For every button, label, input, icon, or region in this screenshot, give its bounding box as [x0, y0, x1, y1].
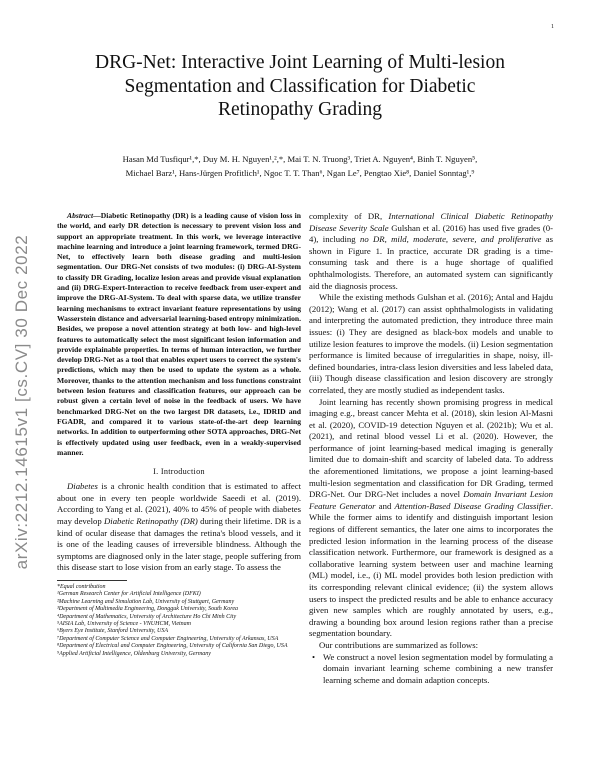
- intro-text: during their lifetime. DR is a kind of ocular disease that damages the retina's blood vessels, and it is one of the leading causes of irreversible blindness. Although the symptoms are diagnosed only in the later stage, people suffering from this disease start to lose vision from an early stage. To assess the: [57, 515, 301, 573]
- footnote: ⁸Department of Electrical and Computer Engineering, University of California San Diego, USA: [57, 643, 288, 650]
- abstract-text: —Diabetic Retinopathy (DR) is a leading cause of vision loss in the world, and early DR detection is necessary to prevent vision loss and support an appropriate treatment. In this work, we leverage interactive machine learning and introduce a joint learning framework, termed DRG-Net, to effectively learn both disease grading and multi-lesion segmentation. Our DRG-Net consists of two modules: (i) DRG-AI-System to classify DR Grading, localize lesion areas and provide visual explanation and (ii) DRG-Expert-Interaction to receive feedback from user-expert and improve the DRG-AI-System. To deal with sparse data, we utilize transfer learning mechanisms to extract invariant feature representations by using Wasserstein distance and adversarial learning-based entropy minimization. Besides, we propose a novel attention strategy at both low- and high-level features to automatically select the most significant lesion information and provide explainable properties. In terms of human interaction, we further develop DRG-Net as a tool that enables expert users to correct the system's predictions, which may then be used to update the system as a whole. Moreover, thanks to the attention mechanism and loss functions constraint between lesion features and classification features, our approach can be robust given a certain level of noise in the feedback of users. We have benchmarked DRG-Net on the two largest DR datasets, i.e., IDRID and FGADR, and compared it to various state-of-the-art deep learning networks. In addition to outperforming other SOTA approaches, DRG-Net is effectively updated using user feedback, even in a weakly-supervised manner.: [57, 211, 301, 457]
- page-number: 1: [551, 24, 554, 30]
- title-line: Retinopathy Grading: [217, 99, 383, 120]
- intro-text: Joint learning has recently shown promising progress in medical imaging e.g., breast cancer Mehta et al. (2018), skin lesion Al-Masni et al. (2020), COVID-19 detection Nguyen et al. (2021b); Wu et al. (2021), and retinal blood vessel Li et al. (2020). However, the performance of joint learning-based medical imaging is generally limited due to domain-shift and scarcity of labeled data. To address the aforementioned limitations, we propose a joint learning-based multi-lesion segmentation and classification for DR Grading, termed DRG-Net. Our DRG-Net includes a novel: [309, 396, 553, 500]
- author-line: Hasan Md Tusfiqur¹,*, Duy M. H. Nguyen¹,²,*, Mai T. N. Truong³, Triet A. Nguyen⁴, Binh T. Nguyen⁵,: [122, 154, 478, 164]
- footnote-divider: [57, 580, 127, 581]
- footnote: *Equal contribution: [57, 583, 106, 590]
- abstract-label: Abstract: [67, 211, 94, 220]
- section-heading-introduction: I. Introduction: [153, 467, 205, 477]
- footnote: ¹German Research Center for Artificial Intelligence (DFKI): [57, 591, 201, 598]
- left-column: [57, 211, 301, 658]
- intro-italic-term: no DR, mild, moderate, severe, and proliferative: [359, 234, 542, 245]
- intro-italic-term: Domain Invariant Lesion Feature Generator: [309, 489, 553, 511]
- intro-italic-term: Attention-Based Disease Grading Classifier: [394, 500, 551, 511]
- abstract: [57, 211, 301, 458]
- intro-text: Gulshan et al. (2016) has used five grades (0-4), including: [309, 222, 553, 245]
- intro-text: is a chronic health condition that is estimated to affect about one in every ten people worldwide Saeedi et al. (2019). According to Yang et al. (2021), 40% to 45% of people with diabetes may develop: [57, 481, 301, 526]
- footnote: ⁷Department of Computer Science and Computer Engineering, University of Arkansas, USA: [57, 635, 279, 642]
- intro-text: and: [375, 500, 395, 511]
- contribution-list: [309, 652, 553, 687]
- footnote: ⁴Department of Mathematics, University of Architecture Ho Chi Minh City: [57, 613, 237, 620]
- footnote: ⁶Byers Eye Institute, Stanford University, USA: [57, 628, 169, 635]
- footnote: ⁹Applied Artificial Intelligence, Oldenburg University, Germany: [57, 650, 211, 657]
- contribution-text: We construct a novel lesion segmentation model by formulating a domain invariant learning scheme combining a new transfer learning scheme and domain adaption concepts.: [323, 651, 553, 685]
- author-line: Michael Barz¹, Hans-Jürgen Profitlich¹, Ngoc T. T. Than⁶, Ngan Le⁷, Pengtao Xie⁸, Daniel Sonntag¹,⁹: [125, 168, 475, 178]
- intro-lead-term: Diabetes: [67, 481, 98, 492]
- footnote: ²Machine Learning and Simulation Lab, University of Stuttgart, Germany: [57, 598, 235, 605]
- footnote: ³Department of Multimedia Engineering, Dongguk University, South Korea: [57, 606, 239, 613]
- intro-italic-term: Diabetic Retinopathy (DR): [104, 515, 198, 526]
- intro-paragraph: While the existing methods Gulshan et al. (2016); Antal and Hajdu (2012); Wang et al. (2017) can assist ophthalmologists in validating and interpreting the automated prediction, they introduce three main issues: (i) They are designed as black-box models and unable to utilize lesion features to improve the models. (ii) Lesion segmentation performance is limited because of irregularities in shape, noisy, ill-defined boundaries, intra-class lesion diversities and less labeled data, (iii) Though disease classification and lesion discovery are strongly correlated, they are mostly studied as independent tasks.: [309, 292, 553, 395]
- intro-paragraph: [309, 211, 553, 292]
- contribution-item: [312, 651, 553, 687]
- bullet-icon: •: [312, 651, 316, 662]
- title-line: Segmentation and Classification for Diabetic: [124, 75, 476, 97]
- arxiv-identifier: arXiv:2212.14615v1 [cs.CV] 30 Dec 2022: [12, 234, 31, 570]
- right-column: [309, 211, 553, 686]
- intro-italic-term: International Clinical Diabetic Retinopathy Disease Severity Scale: [309, 211, 554, 233]
- intro-paragraph: [57, 481, 301, 574]
- paper-title: [40, 51, 560, 122]
- footnote: ⁵AISIA Lab, University of Science - VNUHCM, Vietnam: [57, 620, 192, 627]
- intro-paragraph: [309, 397, 553, 640]
- footnotes: [57, 584, 301, 658]
- intro-text: as shown in Figure 1. In practice, accurate DR grading is a time-consuming task and there is a huge shortage of qualified ophthalmologists. Therefore, an automated system can significantly aid the diagnosis process.: [309, 234, 553, 291]
- intro-text: . While the former aims to identify and distinguish important lesion regions of different semantics, the later one aims to incorporates the predicted lesion information in the learning process of the disease classification network. Furthermore, our framework is designed as a collaborative learning system between user and machine learning (ML) model, i.e., (i) ML model provides both lesion prediction with its corresponding relevant clinical evidence; (ii) the system allows users to inspect the predicted results and be able to enhance accuracy given new samples which are roughly annotated by users, e.g., drawing a bounding box around lesion regions rather than a precise segmentation boundary.: [309, 500, 554, 639]
- intro-text: complexity of DR,: [309, 211, 389, 221]
- intro-paragraph: Our contributions are summarized as follows:: [319, 639, 478, 650]
- author-list: [60, 152, 540, 180]
- title-line: DRG-Net: Interactive Joint Learning of Multi-lesion: [95, 52, 505, 73]
